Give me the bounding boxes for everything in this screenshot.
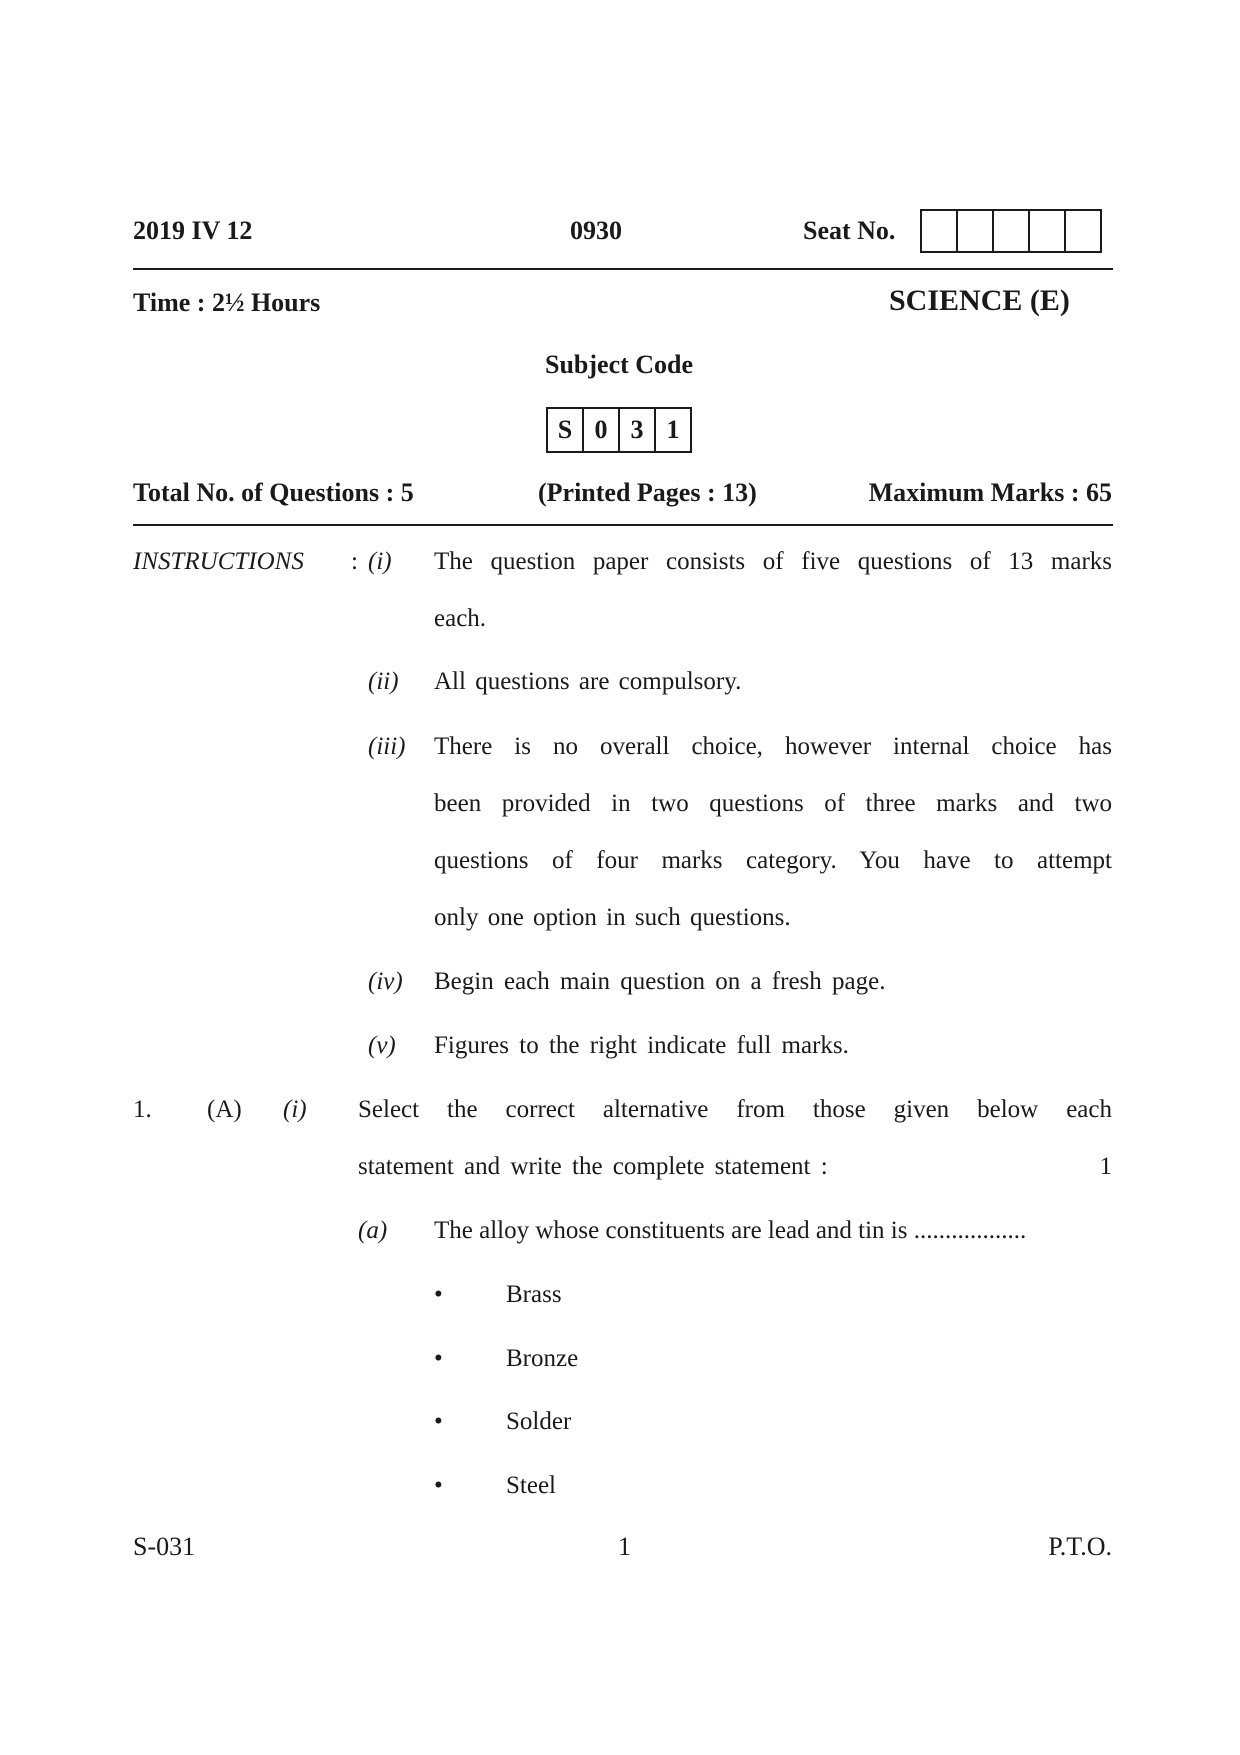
subject-code-label: Subject Code xyxy=(545,350,694,379)
bullet-icon: • xyxy=(434,1472,443,1499)
maximum-marks: Maximum Marks : 65 xyxy=(868,478,1112,507)
bullet-icon: • xyxy=(434,1281,443,1308)
instruction-number: (iv) xyxy=(368,968,403,995)
instruction-line: Figures to the right indicate full marks. xyxy=(434,1032,849,1059)
header-divider xyxy=(133,268,1113,270)
instruction-line: been provided in two questions of three marks and two xyxy=(434,790,1112,817)
seat-box[interactable] xyxy=(920,209,958,253)
instruction-line: questions of four marks category. You have to attempt xyxy=(434,847,1112,874)
seat-box[interactable] xyxy=(1064,209,1102,253)
instruction-line xyxy=(434,533,1112,590)
page-number: 1 xyxy=(618,1532,631,1561)
option-text: Solder xyxy=(506,1408,572,1435)
instruction-line: each. xyxy=(434,605,487,632)
center-code: 0930 xyxy=(570,216,622,245)
instruction-line: only one option in such questions. xyxy=(434,904,791,931)
subject-title: SCIENCE (E) xyxy=(889,284,1070,317)
option-text: Bronze xyxy=(506,1345,579,1372)
instructions-colon: : xyxy=(351,548,358,575)
question-number: 1. xyxy=(133,1096,152,1123)
instruction-line: There is no overall choice, however internal choice has xyxy=(434,733,1112,760)
seat-box[interactable] xyxy=(1028,209,1066,253)
question-text-line: Select the correct alternative from those given below each xyxy=(358,1096,1112,1123)
subject-code-char: 0 xyxy=(582,407,620,453)
option-text: Steel xyxy=(506,1472,556,1499)
total-questions: Total No. of Questions : 5 xyxy=(133,478,414,507)
seat-number-boxes[interactable] xyxy=(922,209,1102,253)
question-marks: 1 xyxy=(1099,1153,1112,1180)
footer-code: S-031 xyxy=(133,1532,196,1561)
bullet-icon: • xyxy=(434,1345,443,1372)
instruction-number: (v) xyxy=(368,1032,396,1059)
item-text: The alloy whose constituents are lead and tin is .................. xyxy=(434,1217,1027,1244)
instruction-line: Begin each main question on a fresh page. xyxy=(434,968,886,995)
pto-label: P.T.O. xyxy=(1048,1532,1112,1561)
printed-pages: (Printed Pages : 13) xyxy=(538,478,757,507)
totals-divider xyxy=(133,524,1113,526)
option-text: Brass xyxy=(506,1281,562,1308)
instruction-number: (i) xyxy=(368,548,392,575)
question-text-line: statement and write the complete statement : xyxy=(358,1153,828,1180)
seat-box[interactable] xyxy=(992,209,1030,253)
instruction-line: All questions are compulsory. xyxy=(434,668,742,695)
instruction-number: (ii) xyxy=(368,668,399,695)
item-label: (a) xyxy=(358,1217,388,1244)
subject-code-char: 3 xyxy=(618,407,656,453)
instructions-label: INSTRUCTIONS xyxy=(133,548,304,575)
seat-box[interactable] xyxy=(956,209,994,253)
subject-code-boxes xyxy=(548,407,692,453)
paper-code: 2019 IV 12 xyxy=(133,216,253,245)
seat-label: Seat No. xyxy=(803,216,896,245)
question-subpart: (i) xyxy=(283,1096,307,1123)
question-part: (A) xyxy=(207,1096,242,1123)
subject-code-char: S xyxy=(546,407,584,453)
instruction-number: (iii) xyxy=(368,733,406,760)
bullet-icon: • xyxy=(434,1408,443,1435)
time-allowed: Time : 2½ Hours xyxy=(133,288,321,317)
instruction-text: The question paper consists of five questions of 13 marks xyxy=(434,548,1112,575)
subject-code-char: 1 xyxy=(654,407,692,453)
